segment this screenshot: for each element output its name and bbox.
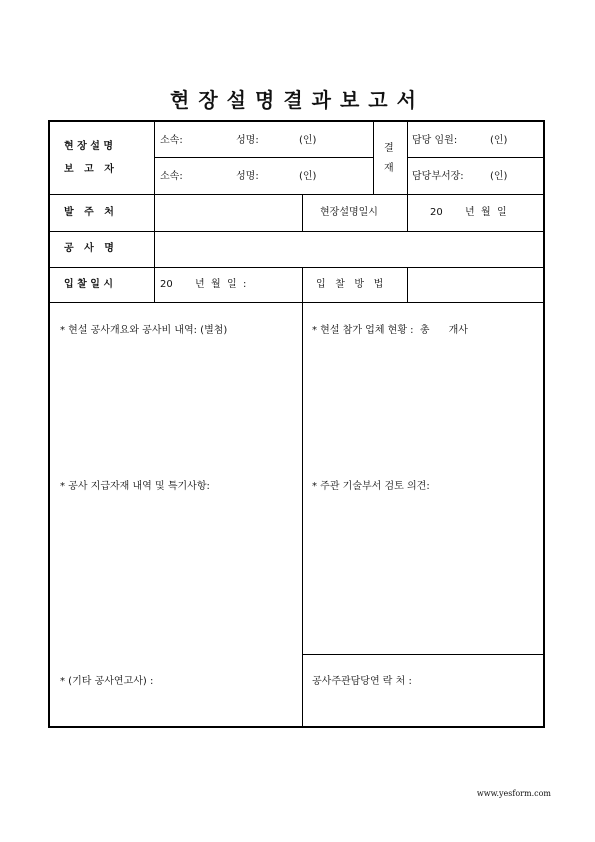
reporter-affiliation-1: 소속: bbox=[160, 135, 183, 146]
approval-label-2: 재 bbox=[384, 163, 394, 174]
site-briefing-date-value[interactable]: 20 년 월 일 bbox=[430, 207, 507, 218]
column-divider bbox=[373, 122, 374, 194]
page-title: 현장설명결과보고서 bbox=[170, 88, 425, 112]
reporter-seal-1: (인) bbox=[299, 135, 317, 146]
row-divider bbox=[50, 267, 545, 268]
row-divider bbox=[50, 231, 545, 232]
approval-seal-2: (인) bbox=[490, 171, 508, 182]
approval-seal-1: (인) bbox=[490, 135, 508, 146]
report-form bbox=[48, 120, 545, 728]
reporter-label-2: 보 고 자 bbox=[64, 164, 114, 175]
column-divider bbox=[302, 194, 303, 231]
bid-date-value[interactable]: 20 년 월 일 : bbox=[160, 279, 247, 290]
materials-section: * 공사 지급자재 내역 및 특기사항: bbox=[60, 481, 210, 492]
reporter-label: 현 장 설 명 bbox=[64, 141, 114, 152]
row-divider bbox=[50, 302, 545, 303]
row-divider bbox=[154, 157, 373, 158]
column-divider bbox=[407, 267, 408, 302]
row-divider bbox=[302, 654, 545, 655]
approval-title-2: 담당부서장: bbox=[412, 171, 464, 182]
column-divider bbox=[302, 302, 303, 728]
reporter-name-1: 성명: bbox=[236, 135, 259, 146]
approval-title-1: 담당 임원: bbox=[412, 135, 458, 146]
row-divider bbox=[50, 194, 545, 195]
bid-date-label: 입 찰 일 시 bbox=[64, 279, 114, 290]
overview-section: * 현설 공사개요와 공사비 내역: (별첨) bbox=[60, 325, 228, 336]
client-label: 발 주 처 bbox=[64, 207, 114, 218]
row-divider bbox=[407, 157, 545, 158]
reporter-name-2: 성명: bbox=[236, 171, 259, 182]
reporter-seal-2: (인) bbox=[299, 171, 317, 182]
approval-label: 결 bbox=[384, 143, 394, 154]
other-section: * (기타 공사연고사) : bbox=[60, 676, 154, 687]
reporter-affiliation-2: 소속: bbox=[160, 171, 183, 182]
bid-method-label: 입 찰 방 법 bbox=[316, 279, 384, 290]
review-section: * 주관 기술부서 검토 의견: bbox=[312, 481, 430, 492]
participants-section: * 현설 참가 업체 현황 : 총 개사 bbox=[312, 325, 468, 336]
column-divider bbox=[154, 122, 155, 302]
contact-section: 공사주관담당연 락 처 : bbox=[312, 676, 412, 687]
column-divider bbox=[302, 267, 303, 302]
column-divider bbox=[407, 122, 408, 231]
footer-url[interactable]: www.yesform.com bbox=[476, 789, 551, 798]
project-name-label: 공 사 명 bbox=[64, 243, 114, 254]
site-briefing-date-label: 현장설명일시 bbox=[320, 207, 378, 218]
